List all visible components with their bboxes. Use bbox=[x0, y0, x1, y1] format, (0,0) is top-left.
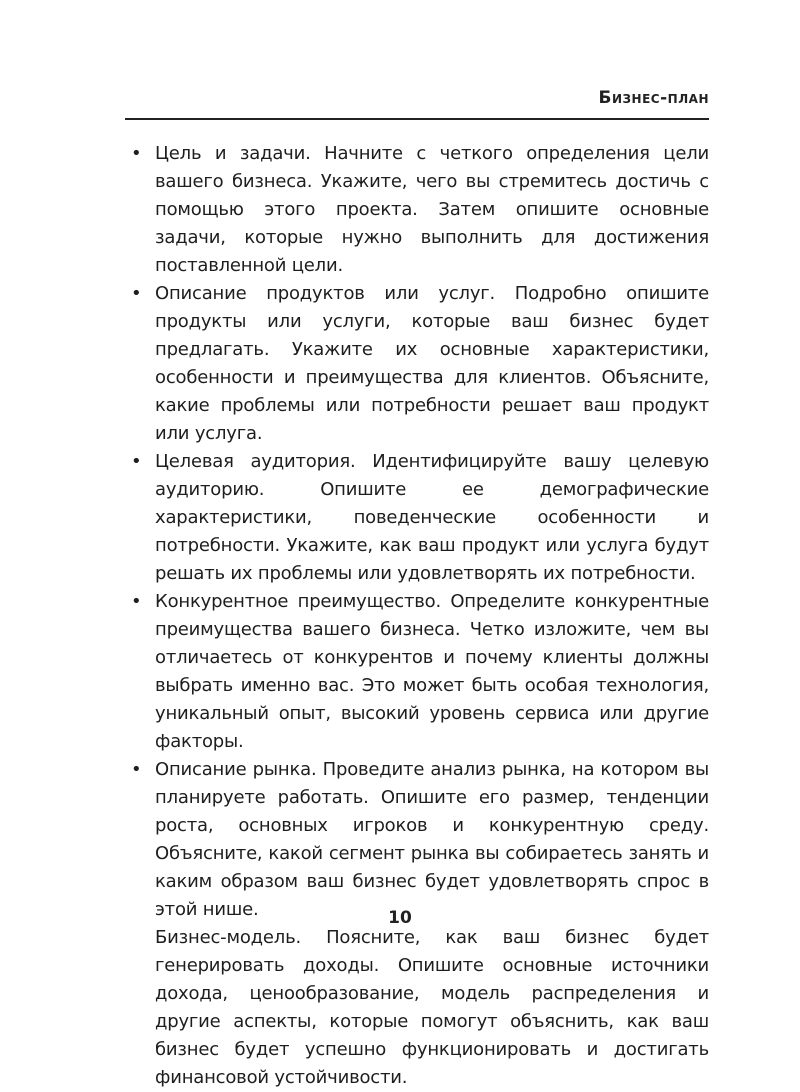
running-header: Бизнес-план bbox=[598, 88, 709, 108]
bullet-icon: • bbox=[131, 283, 142, 304]
bullet-icon: • bbox=[131, 591, 142, 612]
page-number: 10 bbox=[388, 908, 412, 928]
bullet-icon: • bbox=[131, 451, 142, 472]
bullet-list bbox=[131, 140, 709, 924]
list-item-text: Описание рынка. Проведите анализ рынка, на котором вы планируете работать. Опишите его размер, тенденции роста, основных игроков и конкурентную среду. Объясните, какой сегмент рынка вы собираетесь занять и каким образом ваш бизнес будет удовлетворять спрос в этой нише. bbox=[155, 759, 709, 920]
page-body bbox=[131, 140, 709, 1092]
list-item-text: Целевая аудитория. Идентифицируйте вашу целевую аудиторию. Опишите ее демографические характеристики, поведенческие особенности и потребности. Укажите, как ваш продукт или услуга будут решать их проблемы или удовлетворять их потребности. bbox=[155, 451, 709, 584]
bullet-icon: • bbox=[131, 143, 142, 164]
list-item-text: Цель и задачи. Начните с четкого определения цели вашего бизнеса. Укажите, чего вы стремитесь достичь с помощью этого проекта. Затем опишите основные задачи, которые нужно выполнить для достижения поставленной цели. bbox=[155, 143, 709, 276]
list-item bbox=[131, 756, 709, 924]
header-rule bbox=[125, 118, 709, 120]
body-paragraph: Бизнес-модель. Поясните, как ваш бизнес будет генерировать доходы. Опишите основные источники дохода, ценообразование, модель распределения и другие аспекты, которые помогут объяснить, как ваш бизнес будет успешно функционировать и достигать финансовой устойчивости. bbox=[155, 927, 709, 1088]
list-item bbox=[131, 140, 709, 280]
list-item-text: Описание продуктов или услуг. Подробно опишите продукты или услуги, которые ваш бизнес будет предлагать. Укажите их основные характеристики, особенности и преимущества для клиентов. Объясните, какие проблемы или потребности решает ваш продукт или услуга. bbox=[155, 283, 709, 444]
list-item bbox=[131, 588, 709, 756]
list-item bbox=[131, 448, 709, 588]
list-item-text: Конкурентное преимущество. Определите конкурентные преимущества вашего бизнеса. Четко изложите, чем вы отличаетесь от конкурентов и почему клиенты должны выбрать именно вас. Это может быть особая технология, уникальный опыт, высокий уровень сервиса или другие факторы. bbox=[155, 591, 709, 752]
bullet-icon: • bbox=[131, 759, 142, 780]
list-item bbox=[131, 280, 709, 448]
